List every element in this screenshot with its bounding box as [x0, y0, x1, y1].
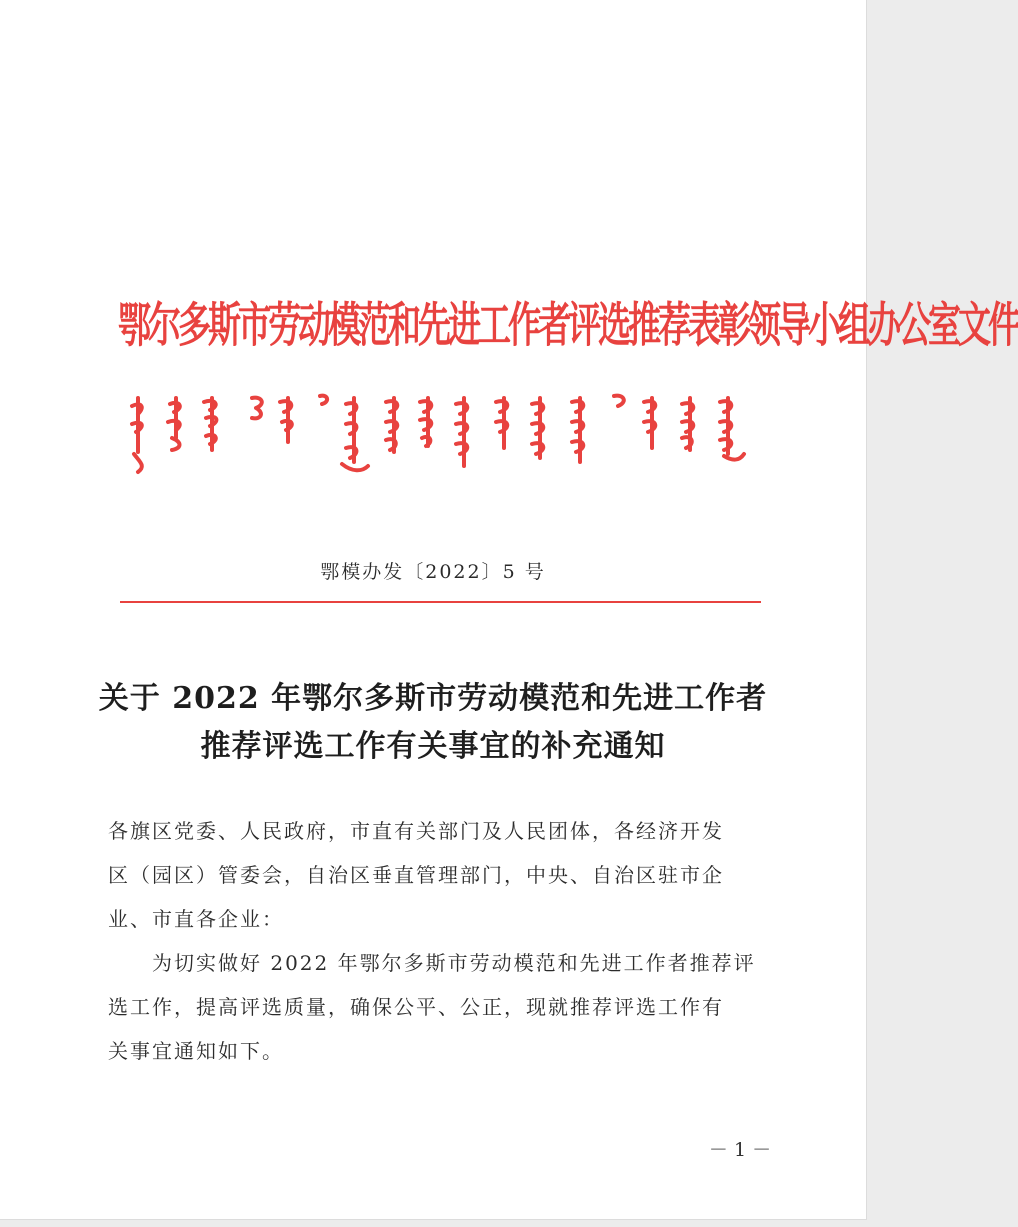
mongolian-script-decoration [124, 392, 756, 482]
red-divider [120, 601, 761, 603]
body-line: 选工作，提高评选质量，确保公平、公正，现就推荐评选工作有 [108, 995, 724, 1019]
document-title-line-1: 关于 2022 年鄂尔多斯市劳动模范和先进工作者 [98, 681, 768, 716]
body-line: 各旗区党委、人民政府，市直有关部门及人民团体，各经济开发 [108, 819, 724, 843]
document-title-line-2: 推荐评选工作有关事宜的补充通知 [200, 729, 666, 764]
body-line: 关事宜通知如下。 [108, 1039, 284, 1063]
page-number: － 1 － [708, 1139, 772, 1161]
body-line: 区（园区）管委会，自治区垂直管理部门，中央、自治区驻市企 [108, 863, 724, 887]
body-line: 为切实做好 2022 年鄂尔多斯市劳动模范和先进工作者推荐评 [108, 951, 756, 975]
document-number: 鄂模办发〔2022〕5 号 [320, 561, 546, 583]
body-line: 业、市直各企业： [108, 907, 284, 931]
issuer-header: 鄂尔多斯市劳动模范和先进工作者评选推荐表彰领导小组办公室文件 [118, 296, 1018, 354]
